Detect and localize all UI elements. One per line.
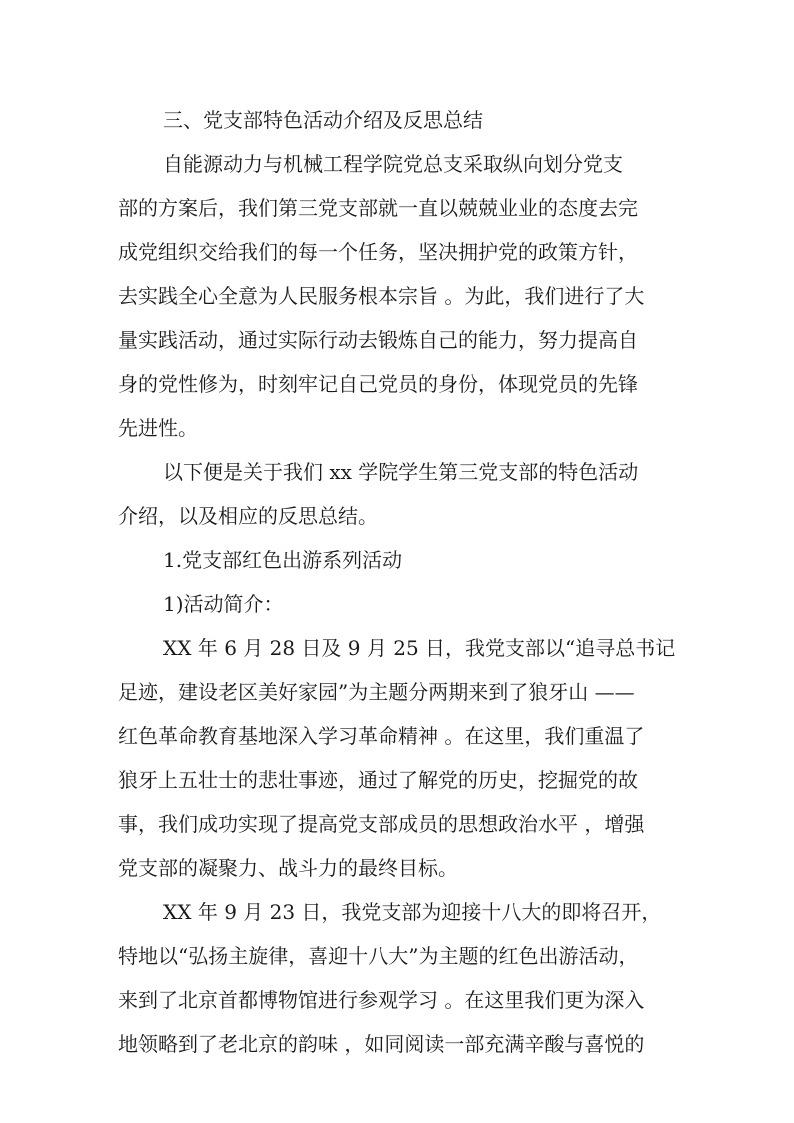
paragraph-line: 量实践活动，通过实际行动去锻炼自己的能力，努力提高自 (118, 328, 638, 352)
paragraph-line: 党支部的凝聚力、战斗力的最终目标。 (118, 856, 458, 880)
paragraph-line: 先进性。 (118, 416, 198, 440)
paragraph-line: 事，我们成功实现了提高党支部成员的思想政治水平 ，增强 (118, 812, 645, 836)
paragraph-line: 红色革命教育基地深入学习革命精神 。在这里，我们重温了 (118, 724, 645, 748)
subsection-label: 1)活动简介： (163, 592, 284, 616)
paragraph-line: XX 年 6 月 28 日及 9 月 25 日，我党支部以“追寻总书记 (163, 636, 676, 660)
paragraph-line: 狼牙上五壮士的悲壮事迹，通过了解党的历史，挖掘党的故 (118, 768, 638, 792)
paragraph-line: 部的方案后，我们第三党支部就一直以兢兢业业的态度去完 (118, 196, 638, 220)
paragraph-line: 去实践全心全意为人民服务根本宗旨 。为此，我们进行了大 (118, 284, 645, 308)
paragraph-line: 特地以“弘扬主旋律，喜迎十八大”为主题的红色出游活动， (118, 944, 639, 968)
paragraph-line: 成党组织交给我们的每一个任务，坚决拥护党的政策方针， (118, 240, 638, 264)
paragraph-line: 以下便是关于我们 xx 学院学生第三党支部的特色活动 (163, 460, 639, 484)
paragraph-line: 地领略到了老北京的韵味 ，如同阅读一部充满辛酸与喜悦的 (118, 1032, 645, 1056)
paragraph-line: 自能源动力与机械工程学院党总支采取纵向划分党支 (163, 152, 623, 176)
paragraph-line: 足迹，建设老区美好家园”为主题分两期来到了狼牙山 —— (118, 680, 635, 704)
paragraph-line: 身的党性修为，时刻牢记自己党员的身份，体现党员的先锋 (118, 372, 638, 396)
subsection-title: 1.党支部红色出游系列活动 (163, 548, 403, 572)
paragraph-line: XX 年 9 月 23 日，我党支部为迎接十八大的即将召开， (163, 900, 662, 924)
paragraph-line: 来到了北京首都博物馆进行参观学习 。在这里我们更为深入 (118, 988, 645, 1012)
section-heading: 三、党支部特色活动介绍及反思总结 (163, 108, 483, 132)
paragraph-line: 介绍，以及相应的反思总结。 (118, 504, 378, 528)
